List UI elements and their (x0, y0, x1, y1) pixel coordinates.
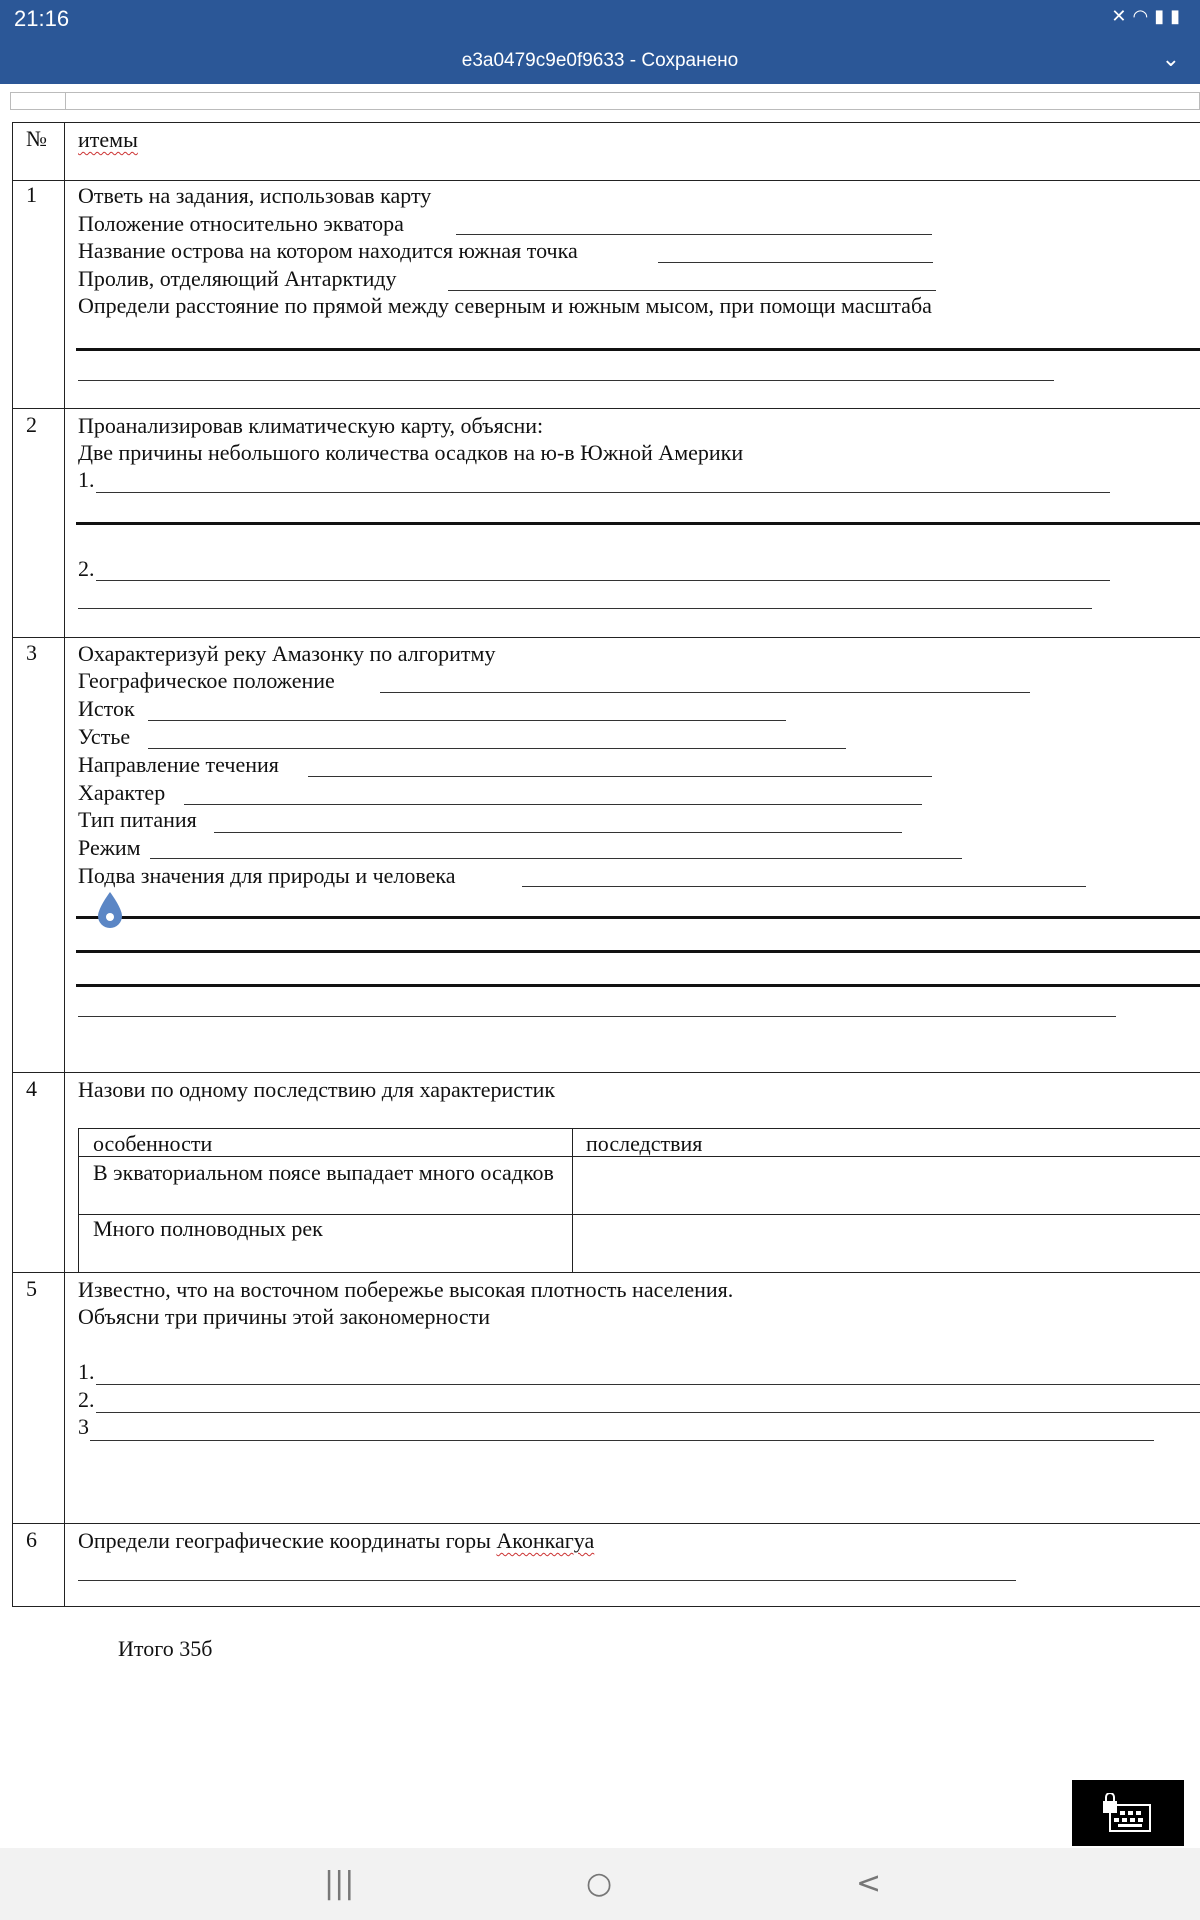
task-text: Определи географические координаты горы Аконкагуа (78, 1528, 595, 1553)
header-title: итемы (78, 127, 138, 152)
row-number: 1 (26, 182, 37, 207)
task-line[interactable]: Подва значения для природы и человека (78, 863, 456, 888)
home-button[interactable]: ○ (586, 1866, 613, 1901)
table-border (64, 122, 65, 1606)
task-line[interactable]: Ответь на задания, использовав карту (78, 183, 432, 208)
answer-line[interactable] (522, 886, 1086, 887)
table-border (78, 1128, 79, 1272)
answer-line[interactable] (456, 234, 932, 235)
row-number: 2 (26, 412, 37, 437)
answer-line[interactable] (448, 290, 936, 291)
document-title[interactable]: e3a0479c9e0f9633 - Сохранено (461, 50, 739, 71)
answer-line[interactable] (78, 1580, 1016, 1581)
cursor-handle-icon[interactable] (96, 890, 124, 930)
task-line[interactable]: Объясни три причины этой закономерности (78, 1304, 491, 1329)
task-line[interactable]: 2. (78, 1387, 95, 1412)
task-line[interactable]: Направление течения (78, 752, 279, 777)
task-line[interactable]: Назови по одному последствию для характеристик (78, 1077, 556, 1102)
answer-line[interactable] (380, 692, 1030, 693)
recents-button[interactable]: ||| (324, 1866, 355, 1901)
table-border (12, 1272, 1200, 1273)
row-number: 5 (26, 1276, 37, 1301)
inner-cell[interactable]: В экваториальном поясе выпадает много осадков (93, 1160, 554, 1185)
table-border (12, 1072, 1200, 1073)
inner-header: особенности (93, 1131, 213, 1156)
table-border (12, 122, 13, 1606)
task-line[interactable]: Устье (78, 724, 131, 749)
inner-cell[interactable]: Много полноводных рек (93, 1216, 323, 1241)
row-number: 6 (26, 1527, 37, 1552)
keyboard-lock-icon (1102, 1793, 1154, 1833)
table-border (12, 637, 1200, 638)
answer-line[interactable] (658, 262, 933, 263)
row-number: 4 (26, 1076, 37, 1101)
answer-line[interactable] (150, 858, 962, 859)
task-line[interactable]: Проанализировав климатическую карту, объясни: (78, 413, 544, 438)
table-border (78, 1128, 1200, 1129)
answer-line[interactable] (184, 804, 922, 805)
wifi-icon: ◠ (1132, 6, 1155, 26)
answer-line[interactable] (78, 1016, 1116, 1017)
table-border (78, 1214, 1200, 1215)
task-line[interactable]: 1. (78, 1359, 95, 1384)
row-number: 3 (26, 640, 37, 665)
task-line[interactable]: 3 (78, 1414, 89, 1439)
navigation-bar (0, 1848, 1200, 1920)
task-line[interactable]: Определи расстояние по прямой между северным и южным мысом, при помощи масштаба (78, 293, 932, 318)
answer-line[interactable] (148, 720, 786, 721)
task-line[interactable]: Пролив, отделяющий Антарктиду (78, 266, 397, 291)
table-border (572, 1128, 573, 1272)
chevron-down-icon[interactable]: ⌄ (1161, 46, 1180, 71)
answer-line[interactable] (96, 492, 1110, 493)
answer-line[interactable] (78, 380, 1054, 381)
answer-line[interactable] (90, 1440, 1154, 1441)
answer-line[interactable] (78, 608, 1092, 609)
task-line[interactable]: Исток (78, 696, 135, 721)
back-button[interactable]: < (856, 1866, 882, 1901)
signal-icon: ▮ (1154, 6, 1171, 26)
keyboard-lock-button[interactable] (1072, 1780, 1184, 1846)
inner-header: последствия (586, 1131, 703, 1156)
total-score: Итого 35б (118, 1636, 213, 1661)
task-line[interactable]: Режим (78, 835, 141, 860)
mute-icon: ✕ (1111, 6, 1133, 26)
task-line[interactable]: Тип питания (78, 807, 197, 832)
answer-line[interactable] (76, 984, 1200, 987)
table-border (12, 408, 1200, 409)
task-line[interactable]: Охарактеризуй реку Амазонку по алгоритму (78, 641, 496, 666)
inner-table (78, 1128, 1200, 1272)
task-line[interactable]: Географическое положение (78, 668, 335, 693)
answer-line[interactable] (308, 776, 932, 777)
answer-line[interactable] (214, 832, 902, 833)
task-line[interactable]: 2. (78, 556, 95, 581)
task-line[interactable]: Две причины небольшого количества осадков на ю-в Южной Америки (78, 440, 744, 465)
answer-line[interactable] (76, 950, 1200, 953)
answer-line[interactable] (96, 580, 1110, 581)
header-num: № (26, 126, 47, 151)
task-line[interactable]: Положение относительно экватора (78, 211, 404, 236)
battery-icon: ▮ (1170, 6, 1186, 26)
task-line[interactable] (78, 1527, 594, 1554)
task-line[interactable]: Название острова на котором находится южная точка (78, 238, 578, 263)
task-line[interactable]: 1. (78, 467, 95, 492)
answer-line[interactable] (96, 1412, 1200, 1413)
clock: 21:16 (14, 6, 70, 31)
task-line[interactable]: Характер (78, 780, 166, 805)
table-border (12, 180, 1200, 181)
spellcheck-word[interactable]: Аконкагуа (496, 1528, 595, 1553)
answer-line[interactable] (96, 1384, 1200, 1385)
answer-line[interactable] (76, 522, 1200, 525)
answer-line[interactable] (148, 748, 846, 749)
table-border (12, 1523, 1200, 1524)
answer-line[interactable] (76, 348, 1200, 351)
table-border (12, 122, 1200, 123)
table-border (12, 1606, 1200, 1607)
answer-line[interactable] (76, 916, 1200, 919)
task-line[interactable]: Известно, что на восточном побережье высокая плотность населения. (78, 1277, 734, 1302)
